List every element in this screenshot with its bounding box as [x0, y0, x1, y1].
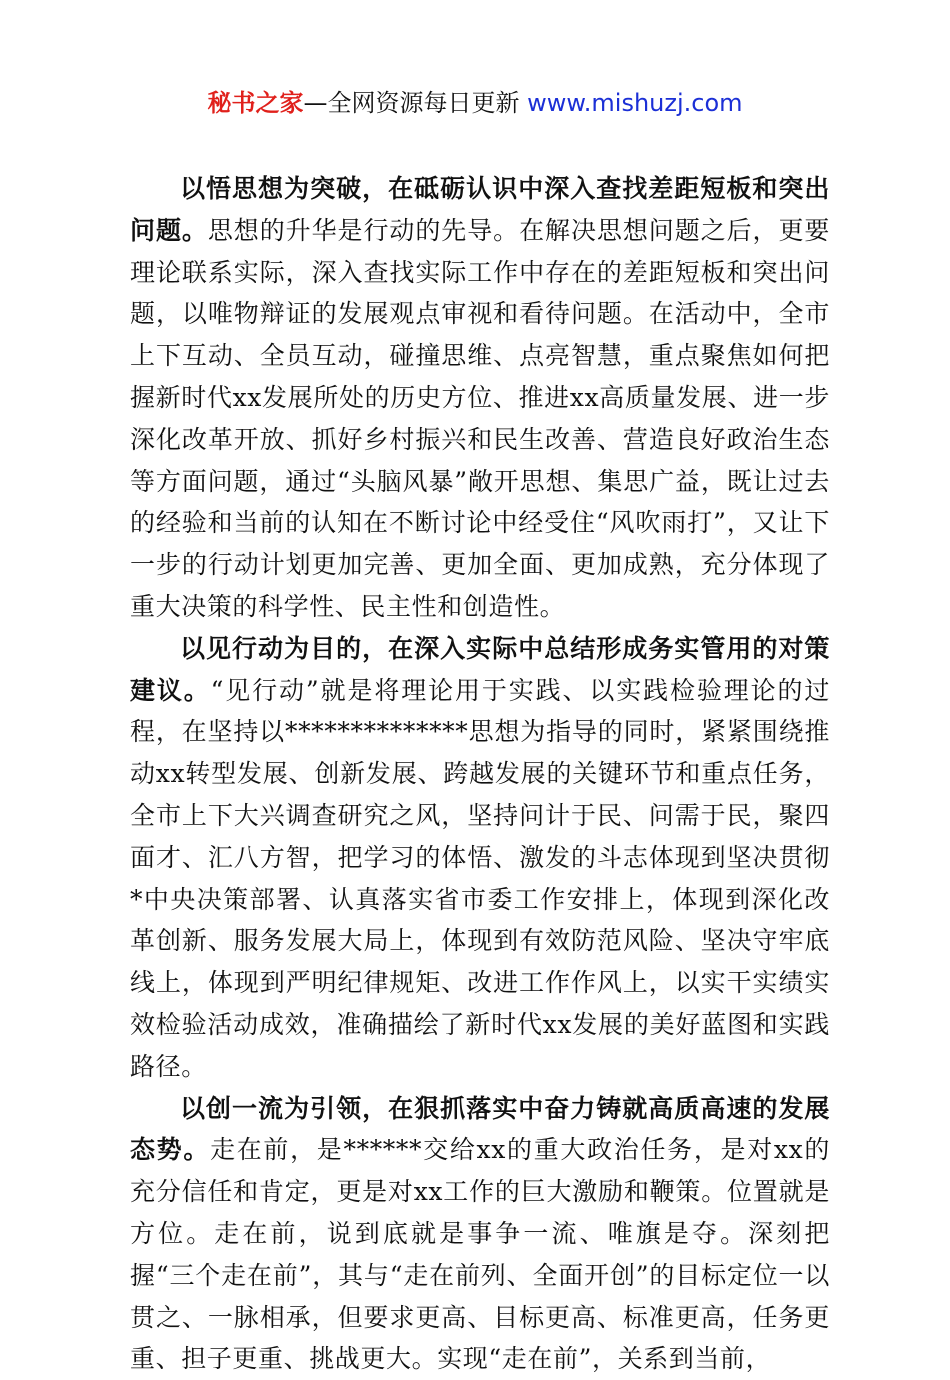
paragraph-1-lead: 以悟思想为突破，在砥砺认识中深入查找差距短板和突出问题。 [130, 174, 830, 245]
header-tagline: —全网资源每日更新 [303, 89, 528, 117]
paragraph-3-lead: 以创一流为引领，在狠抓落实中奋力铸就高质高速的发展态势。 [130, 1093, 830, 1165]
paragraph-2-text: “见行动”就是将理论用于实践、以实践检验理论的过程，在坚持以**************思想为指导的同时，紧紧围绕推动xx转型发展、创新发展、跨越发展的关键环节和重点任务，全市上下大兴调查研究之风，坚持问计于民、问需于民，聚四面才、汇八方智，把学习的体悟、激发的斗志体现到坚决贯彻*中央决策部署、认真落实省市委工作安排上，体现到深化改革创新、服务发展大局上，体现到有效防范风险、坚决守牢底线上，体现到严明纪律规矩、改进工作作风上，以实干实绩实效检验活动成效，准确描绘了新时代xx发展的美好蓝图和实践路径。 [130, 675, 830, 1081]
page-header [0, 86, 950, 120]
paragraph-3 [130, 1088, 830, 1380]
document-body [130, 168, 830, 1380]
brand-name: 秘书之家 [207, 89, 304, 117]
paragraph-3-text: 走在前，是******交给xx的重大政治任务，是对xx的充分信任和肯定，更是对xx工作的巨大激励和鞭策。位置就是方位。走在前，说到底就是事争一流、唯旗是夺。深刻把握“三个走在前”，其与“走在前列、全面开创”的目标定位一以贯之、一脉相承，但要求更高、目标更高、标准更高，任务更重、担子更重、挑战更大。实现“走在前”，关系到当前， [130, 1135, 830, 1374]
paragraph-1 [130, 168, 830, 628]
paragraph-2 [130, 628, 830, 1088]
header-url[interactable]: www.mishuzj.com [527, 89, 743, 117]
paragraph-1-text: 思想的升华是行动的先导。在解决思想问题之后，更要理论联系实际，深入查找实际工作中存在的差距短板和突出问题，以唯物辩证的发展观点审视和看待问题。在活动中，全市上下互动、全员互动，碰撞思维、点亮智慧，重点聚焦如何把握新时代xx发展所处的历史方位、推进xx高质量发展、进一步深化改革开放、抓好乡村振兴和民生改善、营造良好政治生态等方面问题，通过“头脑风暴”敞开思想、集思广益，既让过去的经验和当前的认知在不断讨论中经受住“风吹雨打”，又让下一步的行动计划更加完善、更加全面、更加成熟，充分体现了重大决策的科学性、民主性和创造性。 [130, 215, 830, 621]
paragraph-2-lead: 以见行动为目的，在深入实际中总结形成务实管用的对策建议。 [130, 633, 830, 705]
